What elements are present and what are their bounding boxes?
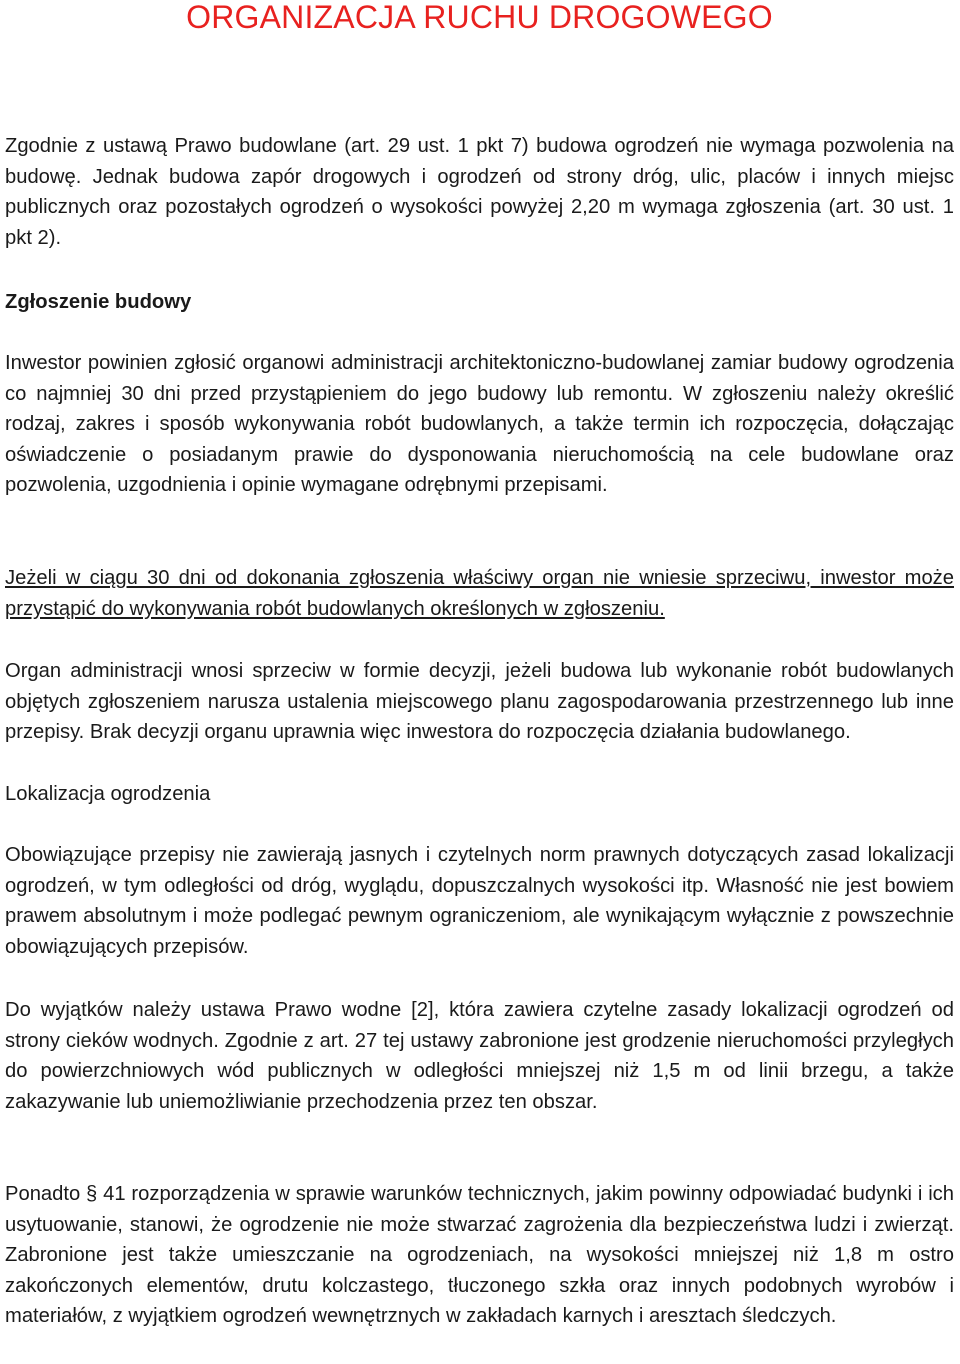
paragraph-technical-conditions: Ponadto § 41 rozporządzenia w sprawie warunków technicznych, jakim powinny odpowiadać budynki i ich usytuowanie, stanowi, że ogrodzenie nie może stwarzać zagrożenia dla bezpieczeństwa ludzi i zwierząt. Zabronione jest także umieszczanie na ogrodzeniach, na wysokości mniejszej niż 1,8 m ostro zakończonych elementów, drutu kolczastego, tłuczonego szkła oraz innych podobnych wyrobów i materiałów, z wyjątkiem ogrodzeń wewnętrznych w zakładach karnych i aresztach śledczych. (5, 1183, 954, 1328)
paragraph-water-law: Do wyjątków należy ustawa Prawo wodne [2], która zawiera czytelne zasady lokalizacji ogrodzeń od strony cieków wodnych. Zgodnie z art. 27 tej ustawy zabronione jest grodzenie nieruchomości przyległych do powierzchniowych wód publicznych w odległości mniejszej niż 1,5 m od linii brzegu, a także zakazywanie lub uniemożliwianie przechodzenia przez ten obszar. (5, 999, 954, 1113)
document-title: ORGANIZACJA RUCHU DROGOWEGO (186, 0, 773, 35)
paragraph-regulations: Obowiązujące przepisy nie zawierają jasnych i czytelnych norm prawnych dotyczących zasad lokalizacji ogrodzeń, w tym odległości od dróg, wyglądu, dopuszczalnych wysokości itp. Własność nie jest bowiem prawem absolutnym i może podlegać pewnym ograniczeniom, ale wynikającym wyłącznie z powszechnie obowiązujących przepisów. (5, 844, 954, 958)
heading-lokalizacja-ogrodzenia: Lokalizacja ogrodzenia (5, 783, 211, 805)
paragraph-building-law: Zgodnie z ustawą Prawo budowlane (art. 29 ust. 1 pkt 7) budowa ogrodzeń nie wymaga pozwolenia na budowę. Jednak budowa zapór drogowych i ogrodzeń od strony dróg, ulic, placów i innych miejsc publicznych oraz pozostałych ogrodzeń o wysokości powyżej 2,20 m wymaga zgłoszenia (art. 30 ust. 1 pkt 2). (5, 135, 954, 249)
paragraph-investor-notification: Inwestor powinien zgłosić organowi administracji architektoniczno-budowlanej zamiar budowy ogrodzenia co najmniej 30 dni przed przystąpieniem do jego budowy lub remontu. W zgłoszeniu należy określić rodzaj, zakres i sposób wykonywania robót budowlanych, a także termin ich rozpoczęcia, dołączając oświadczenie o posiadanym prawie do dysponowania nieruchomością na cele budowlane oraz pozwolenia, uzgodnienia i opinie wymagane odrębnymi przepisami. (5, 352, 954, 497)
heading-zgloszenie-budowy: Zgłoszenie budowy (5, 291, 192, 313)
paragraph-objection: Organ administracji wnosi sprzeciw w formie decyzji, jeżeli budowa lub wykonanie robót budowlanych objętych zgłoszeniem narusza ustalenia miejscowego planu zagospodarowania przestrzennego lub inne przepisy. Brak decyzji organu uprawnia więc inwestora do rozpoczęcia działania budowlanego. (5, 660, 954, 744)
paragraph-30-days-rule: Jeżeli w ciągu 30 dni od dokonania zgłoszenia właściwy organ nie wniesie sprzeciwu, inwestor może przystąpić do wykonywania robót budowlanych określonych w zgłoszeniu. (5, 567, 954, 620)
